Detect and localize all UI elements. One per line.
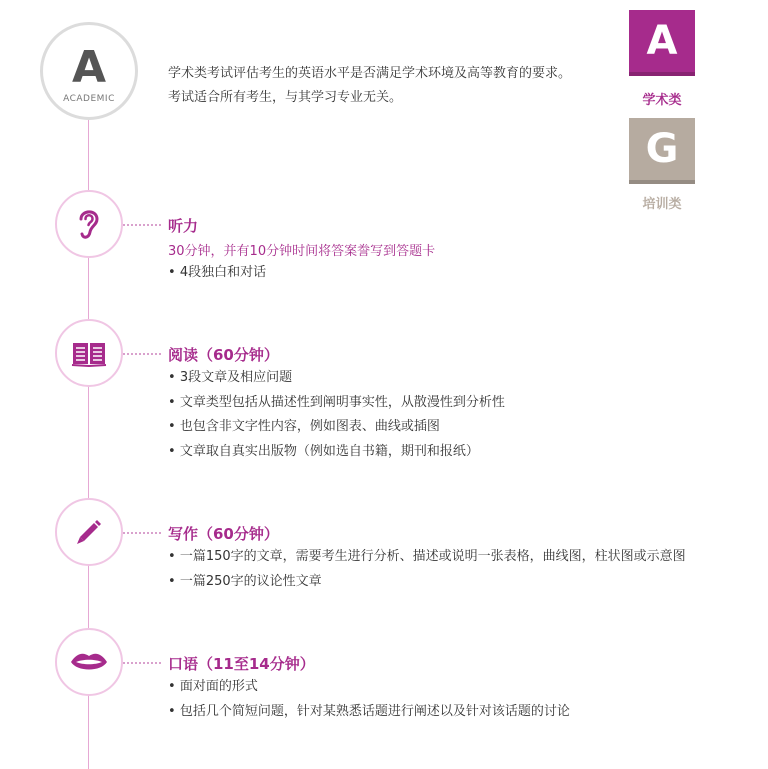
reading-title: 阅读（60分钟） [168,346,279,364]
academic-letter: A [71,42,107,93]
list-item: • 文章取自真实出版物（例如选自书籍，期刊和报纸） [168,440,505,465]
reading-connector [123,353,161,355]
listening-title: 听力 [168,217,199,235]
list-item: • 4段独白和对话 [168,261,266,286]
list-item: • 面对面的形式 [168,675,570,700]
list-item: • 也包含非文字性内容，例如图表、曲线或插图 [168,415,505,440]
intro-text: 学术类考试评估考生的英语水平是否满足学术环境及高等教育的要求。 考试适合所有考生，与其学习专业无关。 [168,66,572,105]
list-item: • 一篇150字的文章，需要考生进行分析、描述或说明一张表格，曲线图，柱状图或示意图 [168,545,686,570]
listening-circle [55,190,123,258]
speaking-circle [55,628,123,696]
list-item: • 包括几个简短问题，针对某熟悉话题进行阐述以及针对该话题的讨论 [168,700,570,725]
book-icon [70,338,108,368]
list-item: • 3段文章及相应问题 [168,366,505,391]
listening-connector [123,224,161,226]
writing-bullets [168,545,686,594]
speaking-connector [123,662,161,664]
academic-label: ACADEMIC [63,94,115,104]
speaking-bullets [168,675,570,724]
general-training-badge[interactable]: G [629,118,695,184]
academic-circle [40,22,138,120]
academic-badge[interactable]: A [629,10,695,76]
writing-title: 写作（60分钟） [168,525,279,543]
pencil-icon [72,515,106,549]
reading-circle [55,319,123,387]
listening-bullets [168,261,266,286]
ear-icon [74,205,104,243]
writing-connector [123,532,161,534]
list-item: • 文章类型包括从描述性到阐明事实性，从散漫性到分析性 [168,391,505,416]
speaking-title: 口语（11至14分钟） [168,655,315,673]
general-training-badge-label[interactable]: 培训类 [642,197,682,212]
writing-circle [55,498,123,566]
listening-subtitle: 30分钟，并有10分钟时间将答案誊写到答题卡 [168,244,436,259]
list-item: • 一篇250字的议论性文章 [168,570,686,595]
reading-bullets [168,366,505,464]
lips-icon [69,649,109,675]
academic-badge-label[interactable]: 学术类 [642,93,682,108]
